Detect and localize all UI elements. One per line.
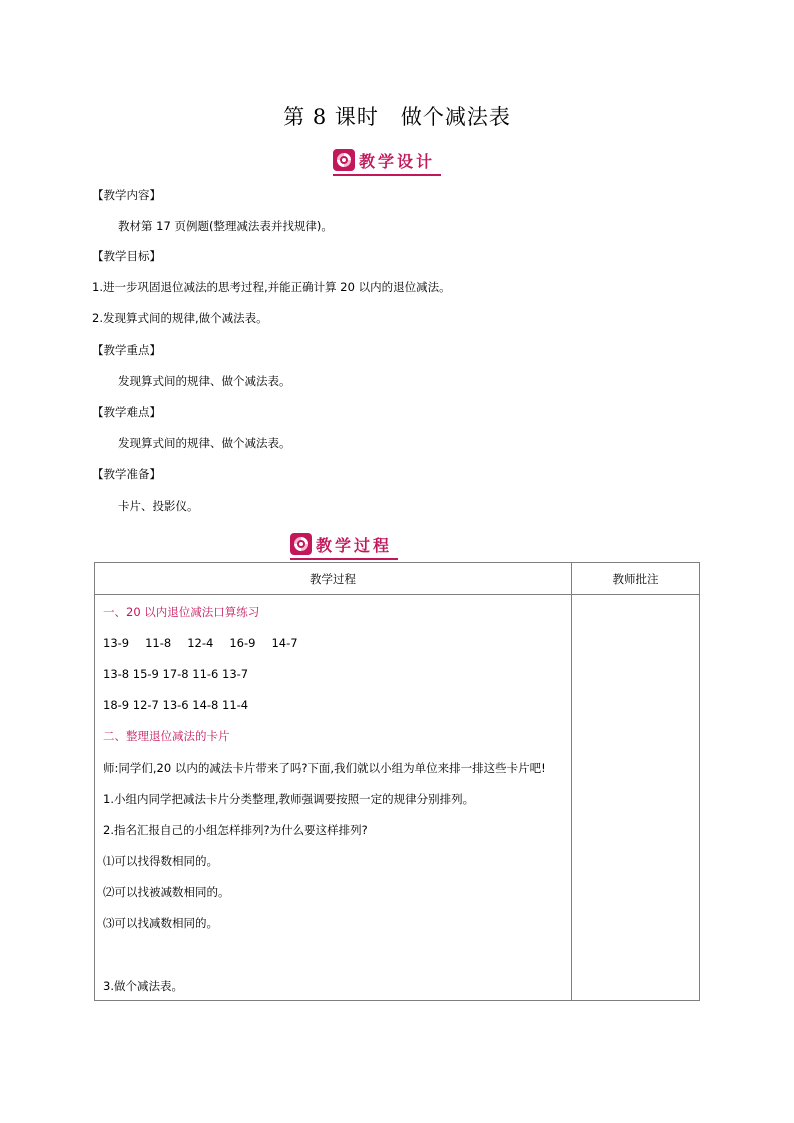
design-banner-text: 教学设计: [359, 151, 436, 171]
step-1: 1.小组内同学把减法卡片分类整理,教师强调要按照一定的规律分别排列。: [103, 792, 475, 806]
teacher-line: 师:同学们,20 以内的减法卡片带来了吗?下面,我们就以小组为单位来排一排这些卡片吧!: [103, 761, 546, 775]
step-3: 3.做个减法表。: [103, 979, 183, 993]
process-cell: [95, 595, 572, 1001]
sub-item-1: ⑴可以找得数相同的。: [103, 854, 218, 868]
process-banner-underline: [290, 558, 398, 560]
design-banner-underline: [333, 174, 441, 176]
step-2: 2.指名汇报自己的小组怎样排列?为什么要这样排列?: [103, 823, 368, 837]
process-banner: [290, 531, 392, 557]
part2-heading: 二、整理退位减法的卡片: [103, 729, 230, 743]
header-process: 教学过程: [95, 563, 572, 595]
drill-item: 12-4: [187, 636, 214, 650]
goal-item-2: 2.发现算式间的规律,做个减法表。: [92, 311, 268, 325]
preparation-heading: 【教学准备】: [92, 467, 161, 481]
table-header-row: [95, 563, 700, 595]
drill-item: 11-8: [145, 636, 172, 650]
content-text: 教材第 17 页例题(整理减法表并找规律)。: [118, 219, 333, 233]
drill-row-1: [103, 635, 298, 651]
goal-item-1: 1.进一步巩固退位减法的思考过程,并能正确计算 20 以内的退位减法。: [92, 280, 451, 294]
sub-item-2: ⑵可以找被减数相同的。: [103, 885, 230, 899]
content-heading: 【教学内容】: [92, 188, 161, 202]
drill-row-2: 13-8 15-9 17-8 11-6 13-7: [103, 667, 249, 681]
goal-heading: 【教学目标】: [92, 249, 161, 263]
page-title: [0, 101, 794, 131]
swirl-logo-icon: [290, 533, 312, 555]
lesson-name: 做个减法表: [400, 105, 511, 129]
key-heading: 【教学重点】: [92, 343, 161, 357]
sub-item-3: ⑶可以找减数相同的。: [103, 916, 218, 930]
swirl-logo-icon: [333, 149, 355, 171]
lesson-number: 第 8 课时: [283, 105, 379, 129]
drill-item: 13-9: [103, 636, 130, 650]
notes-cell: [572, 595, 700, 1001]
drill-item: 16-9: [229, 636, 256, 650]
difficulty-heading: 【教学难点】: [92, 405, 161, 419]
drill-item: 14-7: [271, 636, 298, 650]
drill-row-3: 18-9 12-7 13-6 14-8 11-4: [103, 698, 249, 712]
key-text: 发现算式间的规律、做个减法表。: [118, 374, 291, 388]
process-banner-text: 教学过程: [316, 535, 393, 555]
process-table: [94, 562, 700, 1001]
difficulty-text: 发现算式间的规律、做个减法表。: [118, 436, 291, 450]
header-notes: 教师批注: [572, 563, 700, 595]
part1-heading: 一、20 以内退位减法口算练习: [103, 605, 260, 619]
preparation-text: 卡片、投影仪。: [118, 499, 199, 513]
table-body-row: [95, 595, 700, 1001]
design-banner: [333, 147, 435, 173]
